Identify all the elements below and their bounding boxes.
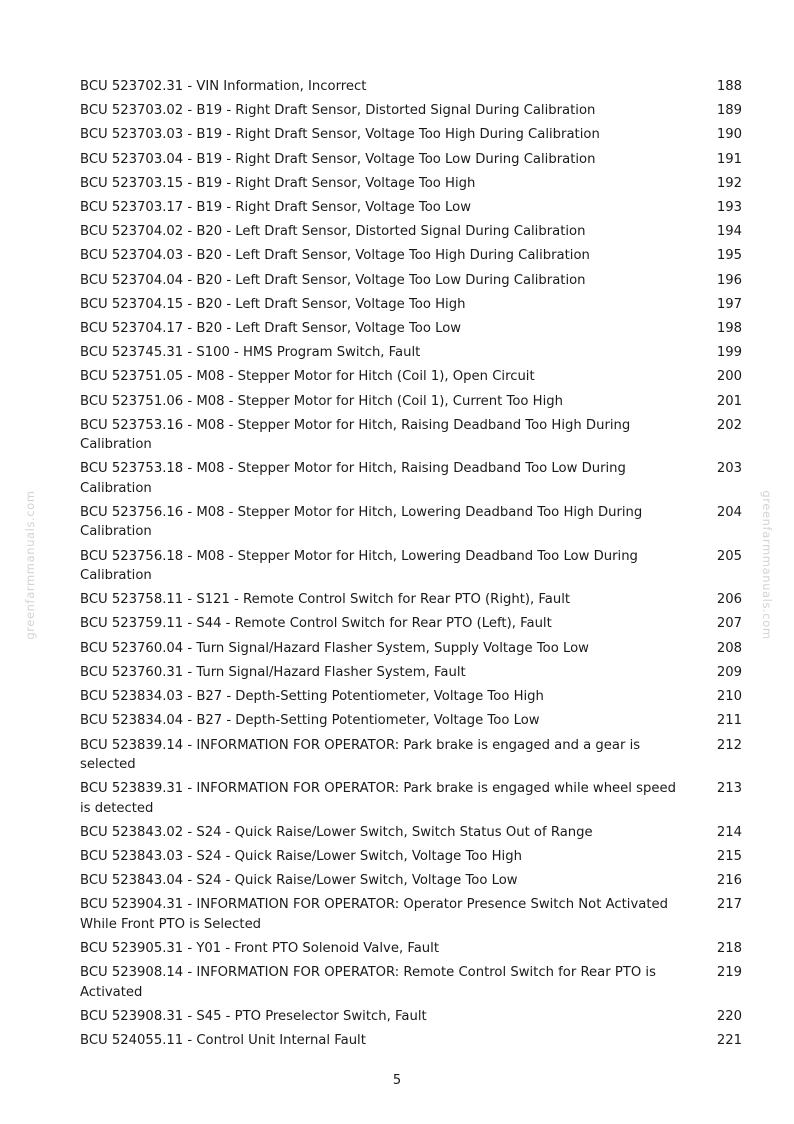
toc-entry-title: BCU 523703.15 - B19 - Right Draft Sensor, Voltage Too High bbox=[80, 175, 476, 191]
toc-entry-page: 218 bbox=[716, 940, 742, 956]
toc-entry-page: 213 bbox=[716, 781, 742, 797]
toc-entry[interactable] bbox=[80, 392, 742, 411]
toc-entry-title: BCU 523703.02 - B19 - Right Draft Sensor, Distorted Signal During Calibration bbox=[80, 103, 596, 119]
toc-entry-title: BCU 523904.31 - INFORMATION FOR OPERATOR: Operator Presence Switch Not Activated While Front PTO is Selected bbox=[80, 897, 668, 932]
page-number: 5 bbox=[392, 1073, 402, 1088]
toc-entry[interactable] bbox=[80, 895, 742, 934]
toc-entry[interactable] bbox=[80, 711, 742, 730]
toc-entry[interactable] bbox=[80, 639, 742, 658]
watermark-left: greenfarmmanuals.com bbox=[23, 490, 37, 640]
toc-entry[interactable] bbox=[80, 222, 742, 241]
toc-entry-page: 191 bbox=[716, 151, 742, 167]
toc-entry-title: BCU 523760.04 - Turn Signal/Hazard Flasher System, Supply Voltage Too Low bbox=[80, 640, 589, 656]
toc-entry[interactable] bbox=[80, 295, 742, 314]
toc-entry-page: 209 bbox=[716, 664, 742, 680]
toc-entry[interactable] bbox=[80, 198, 742, 217]
toc-entry-title: BCU 523908.14 - INFORMATION FOR OPERATOR: Remote Control Switch for Rear PTO is Activated bbox=[80, 965, 656, 1000]
toc-entry-page: 188 bbox=[716, 79, 742, 94]
toc-entry-page: 204 bbox=[716, 505, 742, 521]
toc-entry[interactable] bbox=[80, 101, 742, 120]
toc-entry-page: 201 bbox=[716, 393, 742, 409]
toc-entry[interactable] bbox=[80, 963, 742, 1002]
toc-entry-page: 197 bbox=[716, 296, 742, 312]
toc-entry-page: 217 bbox=[716, 897, 742, 913]
toc-entry[interactable] bbox=[80, 663, 742, 682]
toc-entry-title: BCU 523704.17 - B20 - Left Draft Sensor, Voltage Too Low bbox=[80, 321, 462, 337]
toc-entry[interactable] bbox=[80, 503, 742, 542]
toc-entry[interactable] bbox=[80, 1031, 742, 1050]
toc-entry[interactable] bbox=[80, 614, 742, 633]
toc-entry[interactable] bbox=[80, 779, 742, 818]
toc-entry-title: BCU 523843.02 - S24 - Quick Raise/Lower Switch, Switch Status Out of Range bbox=[80, 824, 593, 840]
toc-entry-page: 219 bbox=[716, 965, 742, 981]
toc-entry-title: BCU 523908.31 - S45 - PTO Preselector Switch, Fault bbox=[80, 1008, 427, 1024]
table-of-contents bbox=[80, 77, 742, 1055]
toc-entry-title: BCU 523703.03 - B19 - Right Draft Sensor, Voltage Too High During Calibration bbox=[80, 127, 600, 143]
toc-entry[interactable] bbox=[80, 823, 742, 842]
toc-entry-page: 220 bbox=[716, 1008, 742, 1024]
toc-entry-title: BCU 523843.03 - S24 - Quick Raise/Lower Switch, Voltage Too High bbox=[80, 848, 522, 864]
toc-entry[interactable] bbox=[80, 687, 742, 706]
toc-entry[interactable] bbox=[80, 367, 742, 386]
toc-entry[interactable] bbox=[80, 150, 742, 169]
toc-entry-title: BCU 523839.14 - INFORMATION FOR OPERATOR: Park brake is engaged and a gear is selected bbox=[80, 737, 641, 772]
toc-entry-page: 206 bbox=[716, 592, 742, 608]
toc-entry-title: BCU 523751.05 - M08 - Stepper Motor for Hitch (Coil 1), Open Circuit bbox=[80, 369, 535, 385]
toc-entry-title: BCU 523834.03 - B27 - Depth-Setting Potentiometer, Voltage Too High bbox=[80, 689, 544, 705]
toc-entry-title: BCU 523704.15 - B20 - Left Draft Sensor, Voltage Too High bbox=[80, 296, 466, 312]
toc-entry[interactable] bbox=[80, 246, 742, 265]
toc-entry-page: 198 bbox=[716, 321, 742, 337]
toc-entry[interactable] bbox=[80, 1007, 742, 1026]
toc-entry-page: 194 bbox=[716, 224, 742, 240]
toc-entry-title: BCU 523703.17 - B19 - Right Draft Sensor, Voltage Too Low bbox=[80, 200, 471, 216]
toc-entry-page: 210 bbox=[716, 689, 742, 705]
toc-entry[interactable] bbox=[80, 174, 742, 193]
toc-entry-title: BCU 523753.18 - M08 - Stepper Motor for Hitch, Raising Deadband Too Low During Calibration bbox=[80, 461, 626, 496]
toc-entry-page: 190 bbox=[716, 127, 742, 143]
toc-entry-page: 211 bbox=[716, 713, 742, 729]
toc-entry-page: 199 bbox=[716, 345, 742, 361]
toc-entry-page: 192 bbox=[716, 175, 742, 191]
toc-entry[interactable] bbox=[80, 319, 742, 338]
toc-entry[interactable] bbox=[80, 271, 742, 290]
toc-entry[interactable] bbox=[80, 416, 742, 455]
toc-entry-page: 214 bbox=[716, 824, 742, 840]
toc-entry[interactable] bbox=[80, 590, 742, 609]
toc-entry-title: BCU 523760.31 - Turn Signal/Hazard Flasher System, Fault bbox=[80, 664, 466, 680]
toc-entry-page: 205 bbox=[716, 548, 742, 564]
toc-entry[interactable] bbox=[80, 939, 742, 958]
toc-entry-page: 200 bbox=[716, 369, 742, 385]
toc-entry-title: BCU 523756.16 - M08 - Stepper Motor for Hitch, Lowering Deadband Too High During Calibration bbox=[80, 505, 643, 540]
toc-entry[interactable] bbox=[80, 847, 742, 866]
toc-entry-page: 221 bbox=[716, 1032, 742, 1048]
toc-entry[interactable] bbox=[80, 547, 742, 586]
toc-entry[interactable] bbox=[80, 77, 742, 96]
toc-entry-title: BCU 523839.31 - INFORMATION FOR OPERATOR: Park brake is engaged while wheel speed is detected bbox=[80, 781, 676, 816]
toc-entry-page: 195 bbox=[716, 248, 742, 264]
toc-entry[interactable] bbox=[80, 871, 742, 890]
toc-entry[interactable] bbox=[80, 343, 742, 362]
toc-entry-title: BCU 523834.04 - B27 - Depth-Setting Potentiometer, Voltage Too Low bbox=[80, 713, 540, 729]
watermark-right: greenfarmmanuals.com bbox=[760, 490, 774, 640]
toc-entry[interactable] bbox=[80, 736, 742, 775]
toc-entry-title: BCU 523905.31 - Y01 - Front PTO Solenoid Valve, Fault bbox=[80, 940, 439, 956]
toc-entry-title: BCU 524055.11 - Control Unit Internal Fault bbox=[80, 1032, 366, 1048]
toc-entry-title: BCU 523704.03 - B20 - Left Draft Sensor, Voltage Too High During Calibration bbox=[80, 248, 590, 264]
toc-entry[interactable] bbox=[80, 125, 742, 144]
toc-entry-page: 215 bbox=[716, 848, 742, 864]
toc-entry-page: 212 bbox=[716, 737, 742, 753]
toc-entry-title: BCU 523751.06 - M08 - Stepper Motor for Hitch (Coil 1), Current Too High bbox=[80, 393, 563, 409]
toc-entry-title: BCU 523704.04 - B20 - Left Draft Sensor, Voltage Too Low During Calibration bbox=[80, 272, 586, 288]
toc-entry-title: BCU 523753.16 - M08 - Stepper Motor for Hitch, Raising Deadband Too High During Calibration bbox=[80, 417, 631, 453]
toc-entry-title: BCU 523759.11 - S44 - Remote Control Switch for Rear PTO (Left), Fault bbox=[80, 616, 552, 632]
toc-entry-title: BCU 523843.04 - S24 - Quick Raise/Lower Switch, Voltage Too Low bbox=[80, 873, 518, 889]
toc-entry-title: BCU 523758.11 - S121 - Remote Control Switch for Rear PTO (Right), Fault bbox=[80, 592, 571, 608]
toc-entry-page: 196 bbox=[716, 272, 742, 288]
toc-entry-page: 202 bbox=[716, 417, 742, 433]
toc-entry-title: BCU 523703.04 - B19 - Right Draft Sensor, Voltage Too Low During Calibration bbox=[80, 151, 596, 167]
toc-entry-page: 216 bbox=[716, 873, 742, 889]
toc-entry-title: BCU 523704.02 - B20 - Left Draft Sensor, Distorted Signal During Calibration bbox=[80, 224, 586, 240]
toc-entry-page: 189 bbox=[716, 103, 742, 119]
toc-entry-title: BCU 523745.31 - S100 - HMS Program Switch, Fault bbox=[80, 345, 421, 361]
toc-entry-page: 207 bbox=[716, 616, 742, 632]
toc-entry-title: BCU 523702.31 - VIN Information, Incorrect bbox=[80, 79, 367, 94]
toc-entry-page: 193 bbox=[716, 200, 742, 216]
toc-entry-page: 208 bbox=[716, 640, 742, 656]
toc-entry[interactable] bbox=[80, 459, 742, 498]
toc-entry-title: BCU 523756.18 - M08 - Stepper Motor for Hitch, Lowering Deadband Too Low During Calibration bbox=[80, 548, 638, 584]
toc-entry-page: 203 bbox=[716, 461, 742, 477]
